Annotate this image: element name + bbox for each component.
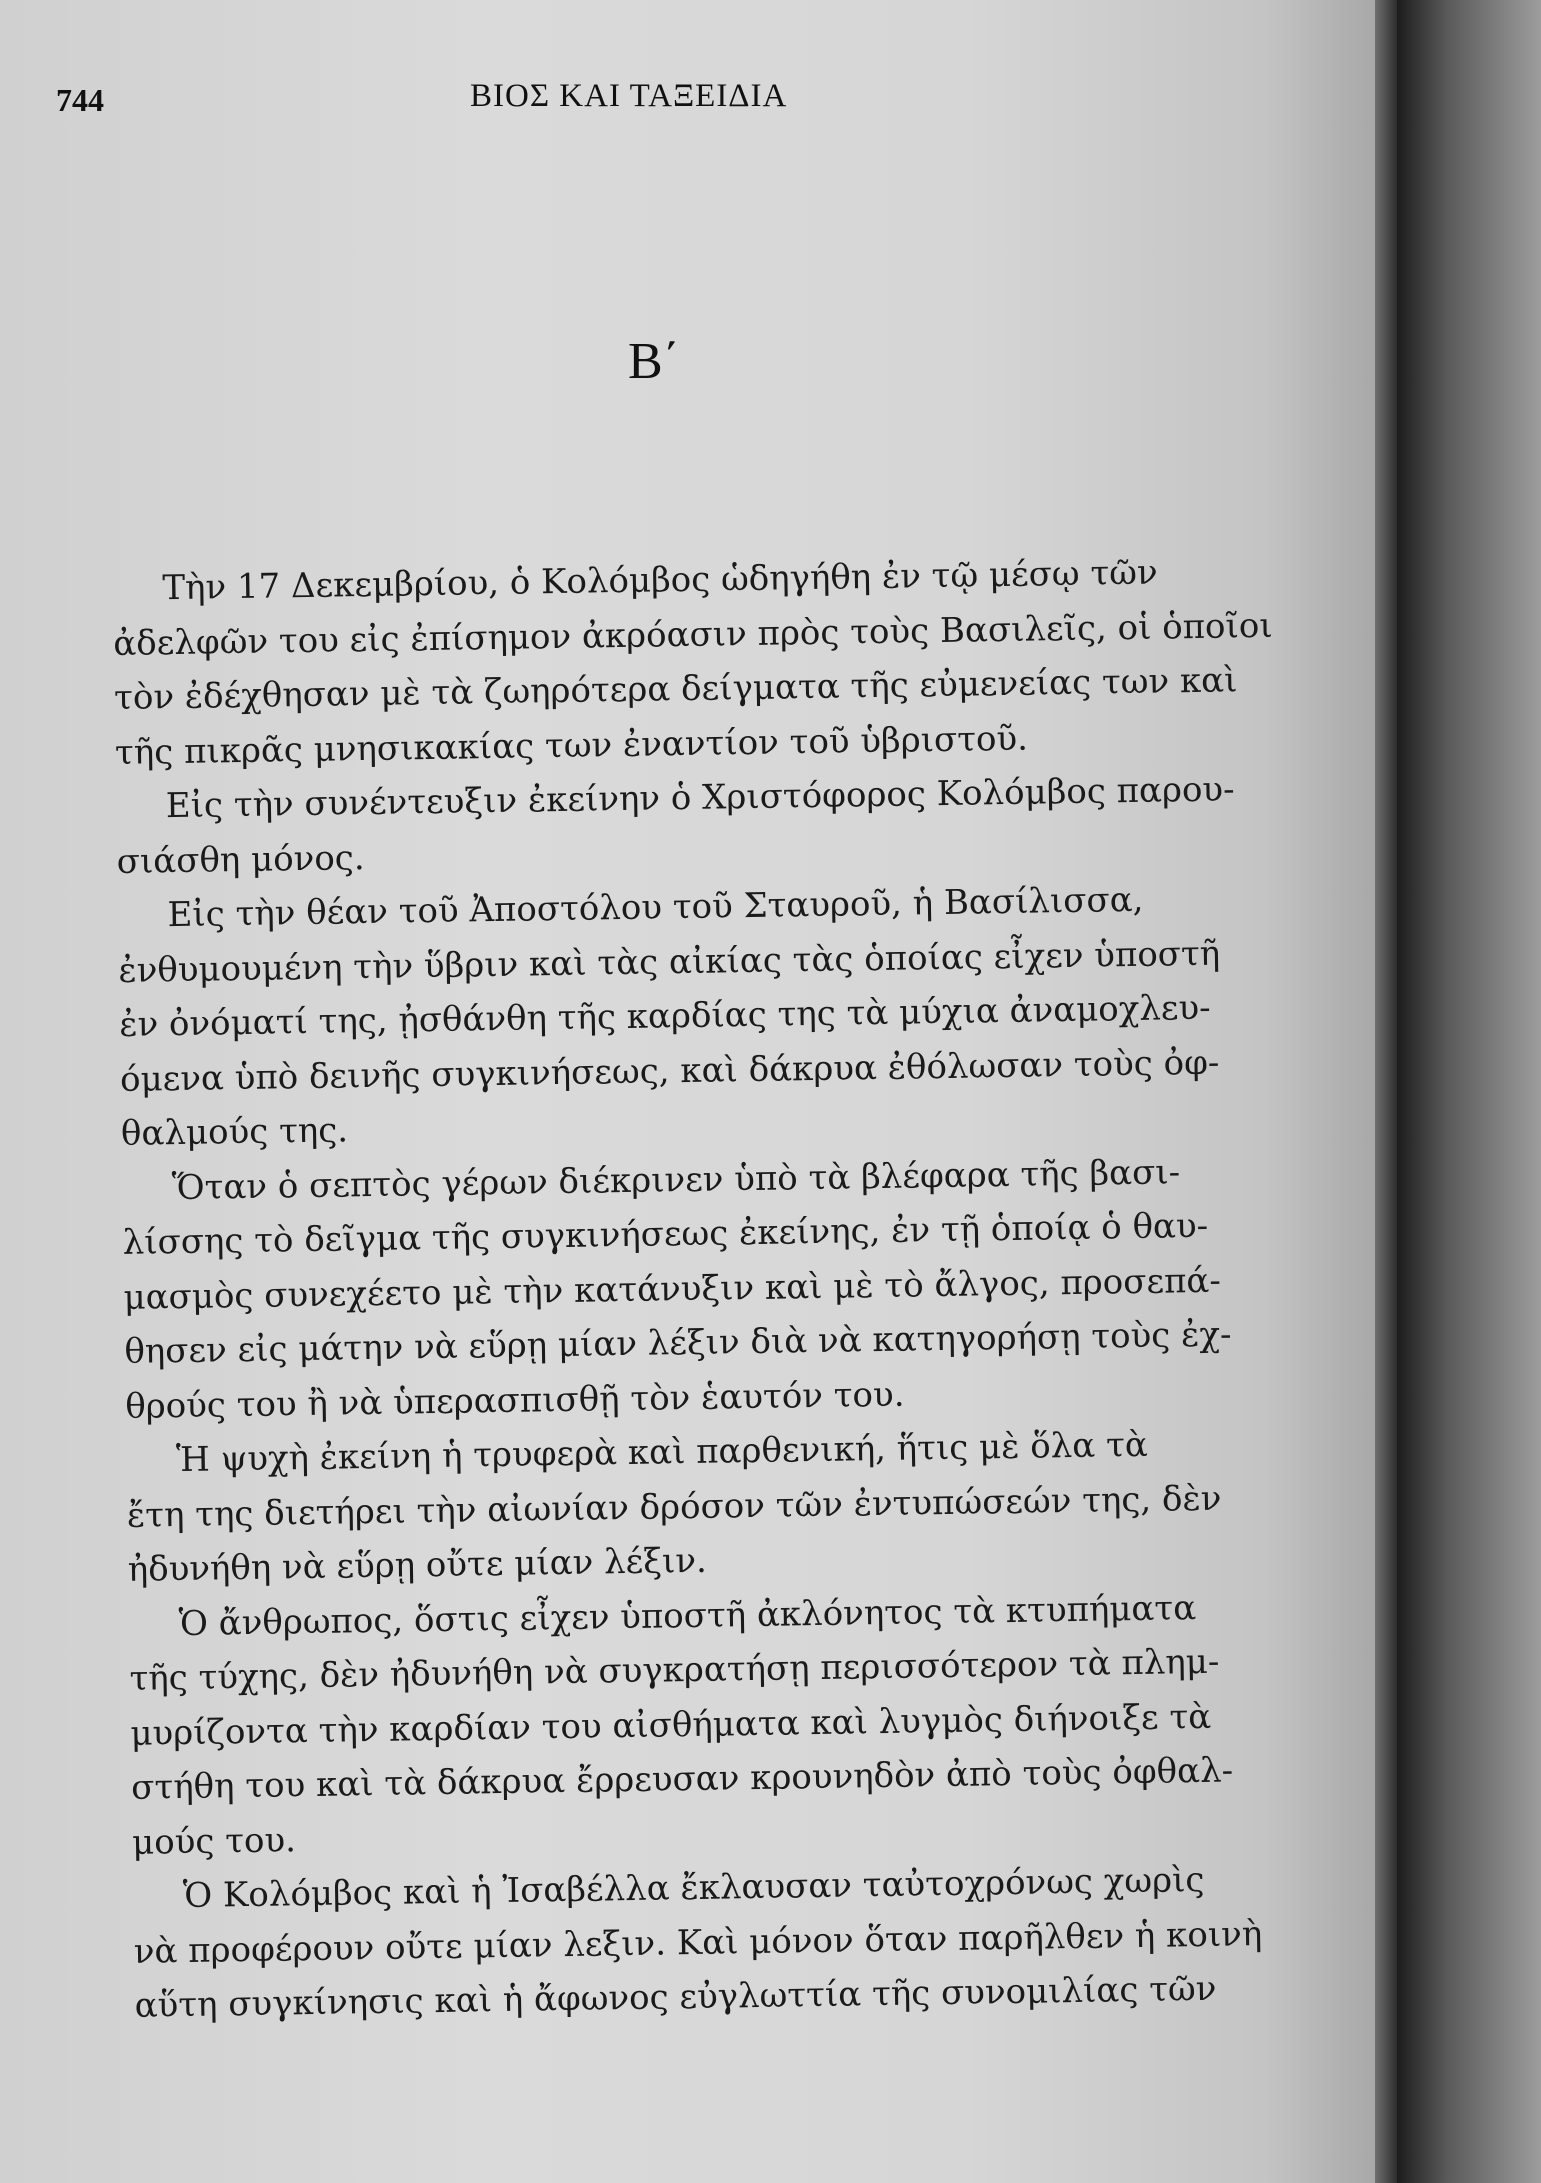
text-line: Εἰς τὴν θέαν τοῦ Ἀποστόλου τοῦ Σταυροῦ, ἡ Βασίλισσα, — [167, 879, 1144, 936]
text-line: Εἰς τὴν συνέντευξιν ἐκείνην ὁ Χριστόφορος Κολόμβος παρου- — [165, 769, 1235, 827]
body-text — [112, 543, 1345, 2033]
text-line: ἐν ὀνόματί της, ᾐσθάνθη τῆς καρδίας της τὰ μύχια ἀναμοχλευ- — [118, 987, 1211, 1045]
facing-page-edge — [1397, 0, 1541, 2183]
text-line: λίσσης τὸ δεῖγμα τῆς συγκινήσεως ἐκείνης, ἐν τῇ ὁποίᾳ ὁ θαυ- — [122, 1205, 1209, 1263]
text-line: θαλμούς της. — [120, 1110, 349, 1154]
text-line: μούς του. — [131, 1819, 297, 1863]
text-line: στήθη του καὶ τὰ δάκρυα ἔρρευσαν κρουνηδὸν ἀπὸ τοὺς ὀφθαλ- — [130, 1750, 1234, 1808]
running-title: ΒΙΟΣ ΚΑΙ ΤΑΞΕΙΔΙΑ — [470, 78, 788, 114]
text-line: ἔτη της διετήρει τὴν αἰωνίαν δρόσον τῶν ἐντυπώσεών της, δὲν — [126, 1478, 1222, 1536]
text-line: Ἡ ψυχὴ ἐκείνη ἡ τρυφερὰ καὶ παρθενική, ἥτις μὲ ὅλα τὰ — [175, 1424, 1149, 1481]
text-line: τῆς τύχης, δὲν ἠδυνήθη νὰ συγκρατήσῃ περισσότερον τὰ πλημ- — [129, 1641, 1220, 1699]
text-line: θησεν εἰς μάτην νὰ εὕρῃ μίαν λέξιν διὰ νὰ κατηγορήσῃ τοὺς ἐχ- — [124, 1314, 1232, 1372]
text-line: Ὁ Κολόμβος καὶ ἡ Ἰσαβέλλα ἔκλαυσαν ταὐτοχρόνως χωρὶς — [182, 1860, 1205, 1917]
page-number: 744 — [56, 82, 104, 118]
text-line: νὰ προφέρουν οὔτε μίαν λεξιν. Καὶ μόνον ὅταν παρῆλθεν ἡ κοινὴ — [133, 1913, 1263, 1972]
text-line: σιάσθη μόνος. — [116, 837, 365, 882]
text-line: ἠδυνήθη νὰ εὕρῃ οὔτε μίαν λέξιν. — [127, 1540, 708, 1590]
text-line: μασμὸς συνεχέετο μὲ τὴν κατάνυξιν καὶ μὲ τὸ ἄλγος, προσεπά- — [123, 1260, 1222, 1318]
book-spine-shadow — [1375, 0, 1397, 2183]
text-line: τῆς πικρᾶς μνησικακίας των ἐναντίον τοῦ ὑβριστοῦ. — [114, 718, 1029, 773]
section-mark: Β΄ — [628, 333, 680, 390]
text-line: αὕτη συγκίνησις καὶ ἡ ἄφωνος εὐγλωττία τῆς συνομιλίας τῶν — [134, 1968, 1217, 2026]
text-line: ἀδελφῶν του εἰς ἐπίσημον ἀκρόασιν πρὸς τοὺς Βασιλεῖς, οἱ ὁποῖοι — [112, 605, 1273, 664]
text-line: Ὅταν ὁ σεπτὸς γέρων διέκρινεν ὑπὸ τὰ βλέφαρα τῆς βασι- — [171, 1151, 1181, 1208]
text-line: μυρίζοντα τὴν καρδίαν του αἰσθήματα καὶ λυγμὸς διήνοιξε τὰ — [130, 1696, 1212, 1754]
text-line: ἐνθυμουμένη τὴν ὕβριν καὶ τὰς αἰκίας τὰς ὁποίας εἶχεν ὑποστῆ — [118, 933, 1221, 991]
text-line: Ὁ ἄνθρωπος, ὅστις εἶχεν ὑποστῆ ἀκλόνητος τὰ κτυπήματα — [178, 1587, 1197, 1644]
text-line: Τὴν 17 Δεκεμβρίου, ὁ Κολόμβος ὡδηγήθη ἐν τῷ μέσῳ τῶν — [162, 552, 1158, 609]
text-line: τὸν ἐδέχθησαν μὲ τὰ ζωηρότερα δείγματα τῆς εὐμενείας των καὶ — [113, 660, 1238, 718]
text-line: όμενα ὑπὸ δεινῆς συγκινήσεως, καὶ δάκρυα ἐθόλωσαν τοὺς ὀφ- — [119, 1042, 1220, 1100]
text-line: θρούς του ἢ νὰ ὑπερασπισθῇ τὸν ἑαυτόν του. — [124, 1374, 905, 1427]
